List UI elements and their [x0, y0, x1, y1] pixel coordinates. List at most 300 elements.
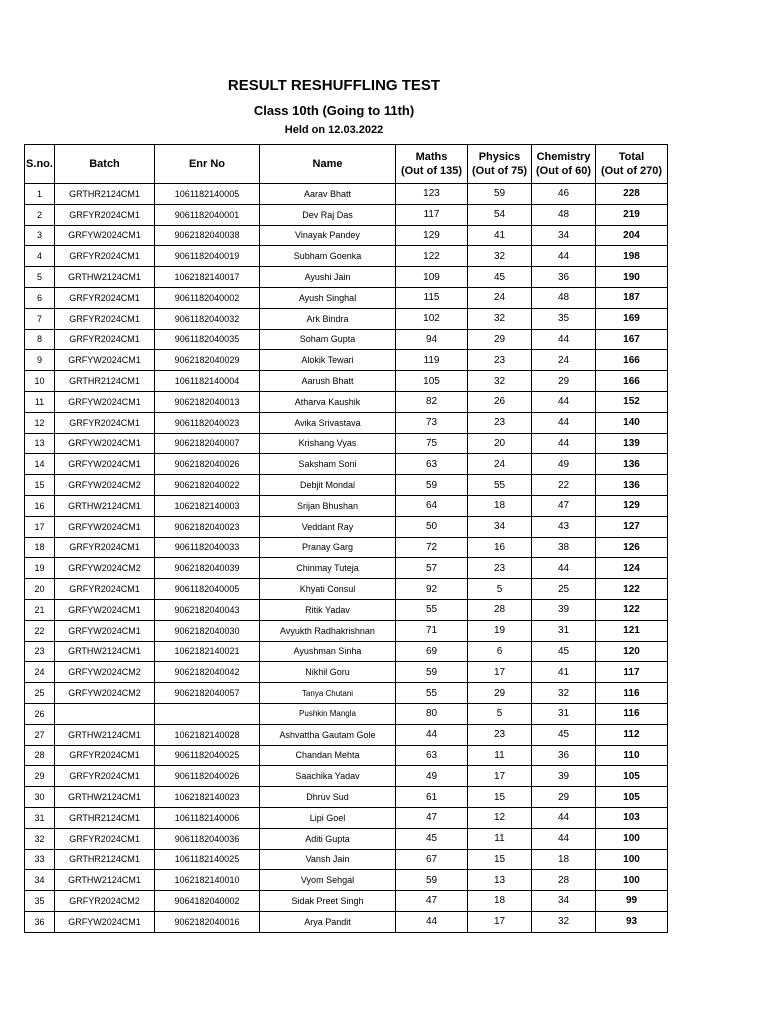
cell-chemistry: 32 — [532, 911, 596, 932]
cell-maths: 115 — [396, 287, 468, 308]
cell-batch: GRFYW2024CM1 — [55, 516, 155, 537]
document-subtitle: Class 10th (Going to 11th) — [253, 103, 415, 118]
cell-chemistry: 22 — [532, 475, 596, 496]
cell-sno: 25 — [25, 683, 55, 704]
cell-chemistry: 44 — [532, 807, 596, 828]
cell-physics: 32 — [468, 308, 532, 329]
column-header-total — [596, 145, 668, 184]
cell-physics: 17 — [468, 911, 532, 932]
cell-name: Ayushi Jain — [260, 267, 396, 288]
table-row — [25, 849, 668, 870]
cell-enr-no — [155, 703, 260, 724]
cell-physics: 32 — [468, 371, 532, 392]
table-row — [25, 724, 668, 745]
cell-chemistry: 31 — [532, 703, 596, 724]
cell-enr-no: 9062182040038 — [155, 225, 260, 246]
table-row — [25, 683, 668, 704]
column-header-sublabel: (Out of 75) — [472, 165, 527, 177]
cell-enr-no: 9061182040035 — [155, 329, 260, 350]
cell-chemistry: 41 — [532, 662, 596, 683]
cell-name: Sidak Preet Singh — [260, 891, 396, 912]
cell-chemistry: 44 — [532, 246, 596, 267]
cell-chemistry: 34 — [532, 225, 596, 246]
cell-enr-no: 9062182040057 — [155, 683, 260, 704]
cell-chemistry: 44 — [532, 391, 596, 412]
cell-total: 100 — [596, 849, 668, 870]
cell-sno: 20 — [25, 579, 55, 600]
cell-physics: 45 — [468, 267, 532, 288]
cell-total: 169 — [596, 308, 668, 329]
cell-batch: GRFYR2024CM1 — [55, 204, 155, 225]
table-row — [25, 828, 668, 849]
cell-physics: 5 — [468, 579, 532, 600]
cell-physics: 17 — [468, 662, 532, 683]
cell-maths: 75 — [396, 433, 468, 454]
cell-total: 122 — [596, 599, 668, 620]
cell-physics: 16 — [468, 537, 532, 558]
table-body — [25, 184, 668, 933]
cell-chemistry: 45 — [532, 724, 596, 745]
cell-name: Pranay Garg — [260, 537, 396, 558]
cell-name: Tanya Chutani — [260, 683, 396, 704]
cell-maths: 64 — [396, 495, 468, 516]
cell-name: Lipi Goel — [260, 807, 396, 828]
cell-chemistry: 44 — [532, 558, 596, 579]
cell-physics: 41 — [468, 225, 532, 246]
cell-maths: 49 — [396, 766, 468, 787]
cell-sno: 3 — [25, 225, 55, 246]
cell-enr-no: 9062182040023 — [155, 516, 260, 537]
table-row — [25, 516, 668, 537]
cell-maths: 117 — [396, 204, 468, 225]
cell-maths: 80 — [396, 703, 468, 724]
cell-batch: GRFYW2024CM1 — [55, 911, 155, 932]
cell-total: 122 — [596, 579, 668, 600]
cell-enr-no: 9061182040033 — [155, 537, 260, 558]
cell-batch: GRFYW2024CM1 — [55, 350, 155, 371]
cell-batch: GRTHW2124CM1 — [55, 495, 155, 516]
cell-chemistry: 24 — [532, 350, 596, 371]
column-header-label: Batch — [89, 158, 120, 170]
cell-maths: 50 — [396, 516, 468, 537]
cell-batch: GRFYR2024CM1 — [55, 828, 155, 849]
cell-physics: 28 — [468, 599, 532, 620]
cell-chemistry: 44 — [532, 433, 596, 454]
cell-enr-no: 9061182040001 — [155, 204, 260, 225]
cell-batch: GRFYW2024CM1 — [55, 225, 155, 246]
cell-maths: 122 — [396, 246, 468, 267]
cell-name: Chinmay Tuteja — [260, 558, 396, 579]
cell-sno: 36 — [25, 911, 55, 932]
cell-sno: 33 — [25, 849, 55, 870]
cell-maths: 109 — [396, 267, 468, 288]
cell-total: 166 — [596, 371, 668, 392]
cell-chemistry: 44 — [532, 828, 596, 849]
cell-enr-no: 9061182040019 — [155, 246, 260, 267]
cell-physics: 23 — [468, 350, 532, 371]
table-row — [25, 246, 668, 267]
column-header-sublabel: (Out of 60) — [536, 165, 591, 177]
table-header-row — [25, 145, 668, 184]
cell-chemistry: 39 — [532, 599, 596, 620]
cell-batch: GRFYW2024CM2 — [55, 475, 155, 496]
cell-total: 103 — [596, 807, 668, 828]
cell-maths: 59 — [396, 870, 468, 891]
cell-name: Subham Goenka — [260, 246, 396, 267]
cell-name: Saachika Yadav — [260, 766, 396, 787]
cell-enr-no: 9064182040002 — [155, 891, 260, 912]
cell-chemistry: 48 — [532, 287, 596, 308]
cell-physics: 23 — [468, 412, 532, 433]
cell-name: Ayush Singhal — [260, 287, 396, 308]
cell-chemistry: 29 — [532, 787, 596, 808]
cell-physics: 15 — [468, 787, 532, 808]
cell-total: 136 — [596, 475, 668, 496]
cell-total: 100 — [596, 870, 668, 891]
cell-name: Ark Bindra — [260, 308, 396, 329]
cell-name: Dhruv Sud — [260, 787, 396, 808]
table-row — [25, 495, 668, 516]
cell-total: 126 — [596, 537, 668, 558]
cell-maths: 67 — [396, 849, 468, 870]
cell-name: Avika Srivastava — [260, 412, 396, 433]
table-row — [25, 184, 668, 205]
cell-total: 117 — [596, 662, 668, 683]
cell-maths: 55 — [396, 599, 468, 620]
cell-batch: GRFYR2024CM1 — [55, 766, 155, 787]
column-header-batch — [55, 145, 155, 184]
column-header-label: S.no. — [26, 158, 53, 170]
cell-batch: GRFYR2024CM1 — [55, 246, 155, 267]
cell-enr-no: 1061182140025 — [155, 849, 260, 870]
column-header-sno — [25, 145, 55, 184]
cell-total: 99 — [596, 891, 668, 912]
column-header-label: Chemistry — [536, 151, 591, 163]
column-header-sublabel: (Out of 270) — [600, 165, 663, 177]
cell-sno: 24 — [25, 662, 55, 683]
cell-batch: GRTHR2124CM1 — [55, 371, 155, 392]
cell-total: 116 — [596, 683, 668, 704]
table-row — [25, 308, 668, 329]
cell-batch: GRFYR2024CM1 — [55, 537, 155, 558]
cell-maths: 57 — [396, 558, 468, 579]
cell-maths: 69 — [396, 641, 468, 662]
cell-maths: 105 — [396, 371, 468, 392]
cell-sno: 30 — [25, 787, 55, 808]
cell-total: 127 — [596, 516, 668, 537]
column-header-chemistry — [532, 145, 596, 184]
cell-enr-no: 9062182040016 — [155, 911, 260, 932]
cell-total: 124 — [596, 558, 668, 579]
cell-chemistry: 39 — [532, 766, 596, 787]
cell-sno: 5 — [25, 267, 55, 288]
document-title: RESULT RESHUFFLING TEST — [227, 77, 441, 94]
cell-enr-no: 1061182140006 — [155, 807, 260, 828]
cell-name: Saksham Soni — [260, 454, 396, 475]
cell-total: 105 — [596, 787, 668, 808]
cell-batch: GRTHR2124CM1 — [55, 184, 155, 205]
table-row — [25, 579, 668, 600]
cell-maths: 63 — [396, 454, 468, 475]
cell-physics: 26 — [468, 391, 532, 412]
cell-maths: 92 — [396, 579, 468, 600]
cell-total: 166 — [596, 350, 668, 371]
cell-batch: GRTHR2124CM1 — [55, 807, 155, 828]
cell-chemistry: 44 — [532, 329, 596, 350]
cell-name: Vinayak Pandey — [260, 225, 396, 246]
cell-name: Chandan Mehta — [260, 745, 396, 766]
cell-sno: 13 — [25, 433, 55, 454]
cell-total: 121 — [596, 620, 668, 641]
cell-maths: 47 — [396, 891, 468, 912]
table-row — [25, 287, 668, 308]
cell-chemistry: 46 — [532, 184, 596, 205]
cell-name: Ashvattha Gautam Gole — [260, 724, 396, 745]
cell-batch: GRFYW2024CM2 — [55, 558, 155, 579]
cell-name: Aarush Bhatt — [260, 371, 396, 392]
cell-total: 136 — [596, 454, 668, 475]
cell-physics: 55 — [468, 475, 532, 496]
cell-maths: 59 — [396, 662, 468, 683]
column-header-maths — [396, 145, 468, 184]
cell-batch: GRTHW2124CM1 — [55, 641, 155, 662]
table-row — [25, 537, 668, 558]
cell-total: 167 — [596, 329, 668, 350]
table-row — [25, 558, 668, 579]
cell-physics: 12 — [468, 807, 532, 828]
cell-total: 120 — [596, 641, 668, 662]
cell-name: Krishang Vyas — [260, 433, 396, 454]
table-row — [25, 225, 668, 246]
cell-sno: 4 — [25, 246, 55, 267]
cell-physics: 5 — [468, 703, 532, 724]
cell-total: 139 — [596, 433, 668, 454]
cell-enr-no: 9061182040005 — [155, 579, 260, 600]
cell-physics: 24 — [468, 287, 532, 308]
cell-sno: 26 — [25, 703, 55, 724]
cell-maths: 71 — [396, 620, 468, 641]
cell-maths: 59 — [396, 475, 468, 496]
cell-batch: GRFYR2024CM2 — [55, 891, 155, 912]
cell-enr-no: 9062182040026 — [155, 454, 260, 475]
cell-chemistry: 35 — [532, 308, 596, 329]
cell-enr-no: 9061182040032 — [155, 308, 260, 329]
cell-sno: 27 — [25, 724, 55, 745]
cell-physics: 6 — [468, 641, 532, 662]
cell-chemistry: 32 — [532, 683, 596, 704]
cell-maths: 61 — [396, 787, 468, 808]
cell-batch: GRFYR2024CM1 — [55, 745, 155, 766]
cell-batch: GRTHW2124CM1 — [55, 724, 155, 745]
cell-maths: 47 — [396, 807, 468, 828]
cell-physics: 13 — [468, 870, 532, 891]
table-row — [25, 433, 668, 454]
cell-sno: 34 — [25, 870, 55, 891]
cell-sno: 16 — [25, 495, 55, 516]
cell-batch — [55, 703, 155, 724]
column-header-label: Enr No — [188, 158, 226, 170]
cell-enr-no: 1062182140010 — [155, 870, 260, 891]
table-row — [25, 371, 668, 392]
cell-sno: 8 — [25, 329, 55, 350]
cell-sno: 17 — [25, 516, 55, 537]
column-header-label: Maths — [415, 151, 448, 163]
cell-enr-no: 9061182040026 — [155, 766, 260, 787]
cell-sno: 18 — [25, 537, 55, 558]
cell-physics: 23 — [468, 724, 532, 745]
column-header-label: Physics — [478, 151, 521, 163]
cell-total: 110 — [596, 745, 668, 766]
cell-batch: GRFYW2024CM1 — [55, 454, 155, 475]
cell-chemistry: 48 — [532, 204, 596, 225]
cell-enr-no: 9061182040002 — [155, 287, 260, 308]
cell-chemistry: 38 — [532, 537, 596, 558]
cell-name: Nikhil Goru — [260, 662, 396, 683]
cell-maths: 44 — [396, 911, 468, 932]
column-header-enr-no — [155, 145, 260, 184]
table-row — [25, 391, 668, 412]
cell-enr-no: 1062182140003 — [155, 495, 260, 516]
cell-sno: 14 — [25, 454, 55, 475]
cell-total: 105 — [596, 766, 668, 787]
table-row — [25, 891, 668, 912]
cell-sno: 35 — [25, 891, 55, 912]
cell-sno: 7 — [25, 308, 55, 329]
cell-maths: 102 — [396, 308, 468, 329]
table-row — [25, 787, 668, 808]
cell-physics: 24 — [468, 454, 532, 475]
cell-batch: GRFYW2024CM1 — [55, 433, 155, 454]
cell-sno: 28 — [25, 745, 55, 766]
cell-enr-no: 9062182040007 — [155, 433, 260, 454]
table-row — [25, 412, 668, 433]
table-row — [25, 703, 668, 724]
cell-chemistry: 43 — [532, 516, 596, 537]
cell-name: Avyukth Radhakrishnan — [260, 620, 396, 641]
cell-total: 140 — [596, 412, 668, 433]
cell-total: 198 — [596, 246, 668, 267]
cell-sno: 15 — [25, 475, 55, 496]
results-table — [24, 144, 668, 933]
table-row — [25, 745, 668, 766]
cell-enr-no: 9062182040030 — [155, 620, 260, 641]
table-row — [25, 807, 668, 828]
cell-name: Ayushman Sinha — [260, 641, 396, 662]
cell-batch: GRFYW2024CM2 — [55, 683, 155, 704]
cell-enr-no: 1062182140023 — [155, 787, 260, 808]
cell-physics: 20 — [468, 433, 532, 454]
cell-maths: 63 — [396, 745, 468, 766]
table-row — [25, 475, 668, 496]
cell-chemistry: 45 — [532, 641, 596, 662]
cell-batch: GRFYW2024CM1 — [55, 599, 155, 620]
table-row — [25, 870, 668, 891]
held-on-date: Held on 12.03.2022 — [284, 124, 384, 136]
cell-total: 204 — [596, 225, 668, 246]
cell-chemistry: 28 — [532, 870, 596, 891]
cell-maths: 73 — [396, 412, 468, 433]
cell-maths: 94 — [396, 329, 468, 350]
cell-batch: GRFYR2024CM1 — [55, 308, 155, 329]
cell-physics: 17 — [468, 766, 532, 787]
cell-chemistry: 49 — [532, 454, 596, 475]
cell-name: Srijan Bhushan — [260, 495, 396, 516]
cell-name: Pushkin Mangla — [260, 703, 396, 724]
cell-name: Vansh Jain — [260, 849, 396, 870]
cell-name: Khyati Consul — [260, 579, 396, 600]
cell-maths: 44 — [396, 724, 468, 745]
cell-physics: 15 — [468, 849, 532, 870]
cell-total: 116 — [596, 703, 668, 724]
cell-physics: 32 — [468, 246, 532, 267]
cell-enr-no: 9062182040043 — [155, 599, 260, 620]
cell-batch: GRTHR2124CM1 — [55, 849, 155, 870]
cell-physics: 29 — [468, 683, 532, 704]
cell-enr-no: 1062182140028 — [155, 724, 260, 745]
cell-batch: GRFYR2024CM1 — [55, 329, 155, 350]
cell-chemistry: 34 — [532, 891, 596, 912]
cell-chemistry: 44 — [532, 412, 596, 433]
column-header-label: Name — [312, 158, 343, 170]
table-row — [25, 204, 668, 225]
cell-total: 112 — [596, 724, 668, 745]
cell-chemistry: 36 — [532, 267, 596, 288]
cell-sno: 9 — [25, 350, 55, 371]
table-row — [25, 662, 668, 683]
cell-sno: 21 — [25, 599, 55, 620]
cell-enr-no: 9062182040013 — [155, 391, 260, 412]
cell-maths: 119 — [396, 350, 468, 371]
table-row — [25, 454, 668, 475]
column-header-name — [260, 145, 396, 184]
cell-enr-no: 1062182140017 — [155, 267, 260, 288]
table-row — [25, 641, 668, 662]
cell-physics: 54 — [468, 204, 532, 225]
cell-sno: 1 — [25, 184, 55, 205]
cell-name: Soham Gupta — [260, 329, 396, 350]
column-header-physics — [468, 145, 532, 184]
cell-total: 100 — [596, 828, 668, 849]
table-row — [25, 766, 668, 787]
cell-chemistry: 31 — [532, 620, 596, 641]
cell-total: 228 — [596, 184, 668, 205]
cell-maths: 82 — [396, 391, 468, 412]
cell-name: Aditi Gupta — [260, 828, 396, 849]
cell-sno: 11 — [25, 391, 55, 412]
cell-chemistry: 18 — [532, 849, 596, 870]
table-row — [25, 911, 668, 932]
cell-name: Veddant Ray — [260, 516, 396, 537]
cell-batch: GRFYW2024CM1 — [55, 391, 155, 412]
cell-batch: GRFYR2024CM1 — [55, 412, 155, 433]
table-row — [25, 620, 668, 641]
cell-batch: GRFYR2024CM1 — [55, 579, 155, 600]
cell-enr-no: 9062182040039 — [155, 558, 260, 579]
cell-maths: 129 — [396, 225, 468, 246]
cell-sno: 19 — [25, 558, 55, 579]
cell-sno: 32 — [25, 828, 55, 849]
cell-total: 219 — [596, 204, 668, 225]
cell-maths: 55 — [396, 683, 468, 704]
cell-chemistry: 25 — [532, 579, 596, 600]
cell-physics: 18 — [468, 495, 532, 516]
cell-name: Arya Pandit — [260, 911, 396, 932]
cell-physics: 19 — [468, 620, 532, 641]
cell-maths: 45 — [396, 828, 468, 849]
cell-enr-no: 1061182140005 — [155, 184, 260, 205]
cell-enr-no: 1061182140004 — [155, 371, 260, 392]
cell-name: Dev Raj Das — [260, 204, 396, 225]
